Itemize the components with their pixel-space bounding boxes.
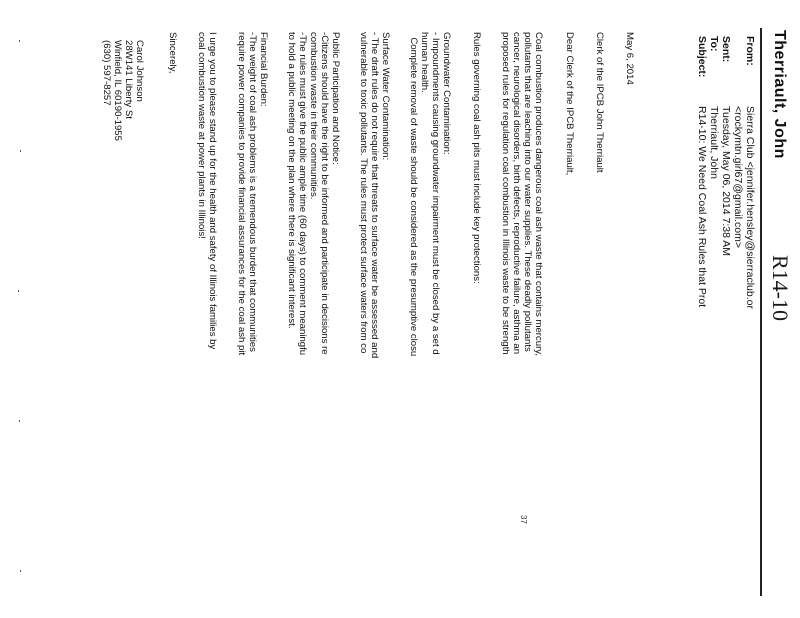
participation-heading: Public Participation and Notice: — [330, 32, 341, 165]
financial-heading: Financial Burden: — [258, 32, 269, 107]
surface-line: - The draft rules do not require that threats to surface water be assessed and — [369, 32, 380, 359]
rules-line: Rules governing coal ash pits must include key protections: — [471, 32, 482, 284]
closing: Sincerely, — [167, 32, 178, 74]
from-value: Sierra Club <jennifer.hensley@sierraclub.or — [744, 106, 756, 309]
subject-value: R14-10: We Need Coal Ash Rules that Prot — [696, 106, 708, 308]
closing-paragraph-line: coal combustion waste at power plants in Illinois! — [196, 32, 207, 239]
financial-line: -The weight of coal ash problems is a tremendous burden that communities — [247, 32, 258, 352]
scan-speck — [20, 570, 21, 572]
signature-city: Winfield, IL 60190-1955 — [112, 40, 123, 141]
scan-speck — [20, 150, 21, 152]
subject-label: Subject: — [696, 36, 708, 78]
participation-line: to hold a public meeting on the plan where there is significant interest. — [286, 32, 297, 329]
letter-salutation: Dear Clerk of the IPCB Therriault, — [564, 32, 575, 176]
scan-speck — [19, 40, 20, 42]
from-label: From: — [744, 36, 756, 66]
closing-paragraph-line: I urge you to please stand up for the health and safety of Illinois families by — [207, 32, 218, 350]
intro-line: proposed rules for regulation coal combustion in Illinois waste to be strength — [500, 32, 511, 355]
from-value-continued: <rockymtn.girl67@gmail.com> — [732, 106, 744, 248]
header-divider — [760, 28, 762, 596]
intro-line: pollutants that are leaching into our water supplies. These deadly pollutants — [522, 32, 533, 352]
groundwater-heading: Groundwater Contamination: — [441, 32, 452, 155]
letter-date: May 6, 2014 — [624, 32, 635, 85]
letter-recipient: Clerk of the IPCB John Therriault — [594, 32, 605, 173]
intro-line: Coal combustion produces dangerous coal ash waste that contains mercury, — [533, 32, 544, 357]
intro-line: cancer, neurological disorders, birth defects, reproductive failure, asthma an — [511, 32, 522, 355]
signature-name: Carol Johnson — [134, 40, 145, 102]
surface-heading: Surface Water Contamination: — [380, 32, 391, 161]
participation-line: -Citizens should have the right to be informed and participate in decisions re — [319, 32, 330, 355]
groundwater-line: Complete removal of waste should be considered as the presumptive closu — [408, 32, 419, 357]
sent-value: Tuesday, May 06, 2014 7:38 AM — [720, 106, 732, 257]
surface-line: vulnerable to toxic pollutants. The rules must protect surface waters from co — [358, 32, 369, 354]
participation-line: combustion waste in their communities. — [308, 32, 319, 200]
docket-number: R14-10 — [768, 255, 793, 321]
signature-street: 28W141 Liberty St — [123, 40, 134, 119]
sender-name: Therriault, John — [771, 30, 788, 159]
signature-phone: (630) 597-8257 — [101, 40, 112, 106]
sent-label: Sent: — [720, 36, 732, 63]
page-number: 37 — [519, 515, 528, 524]
to-label: To: — [708, 36, 720, 52]
scan-speck — [19, 420, 20, 422]
to-value: Therriault, John — [708, 106, 720, 179]
groundwater-line: - Impoundments causing groundwater impairment must be closed by a set d — [430, 32, 441, 355]
groundwater-line: human health. — [419, 32, 430, 93]
financial-line: require power companies to provide financial assurances for the coal ash pit — [236, 32, 247, 356]
participation-line: -The rules must give the public ample time (60 days) to comment meaningfu — [297, 32, 308, 356]
scan-speck — [18, 290, 19, 292]
